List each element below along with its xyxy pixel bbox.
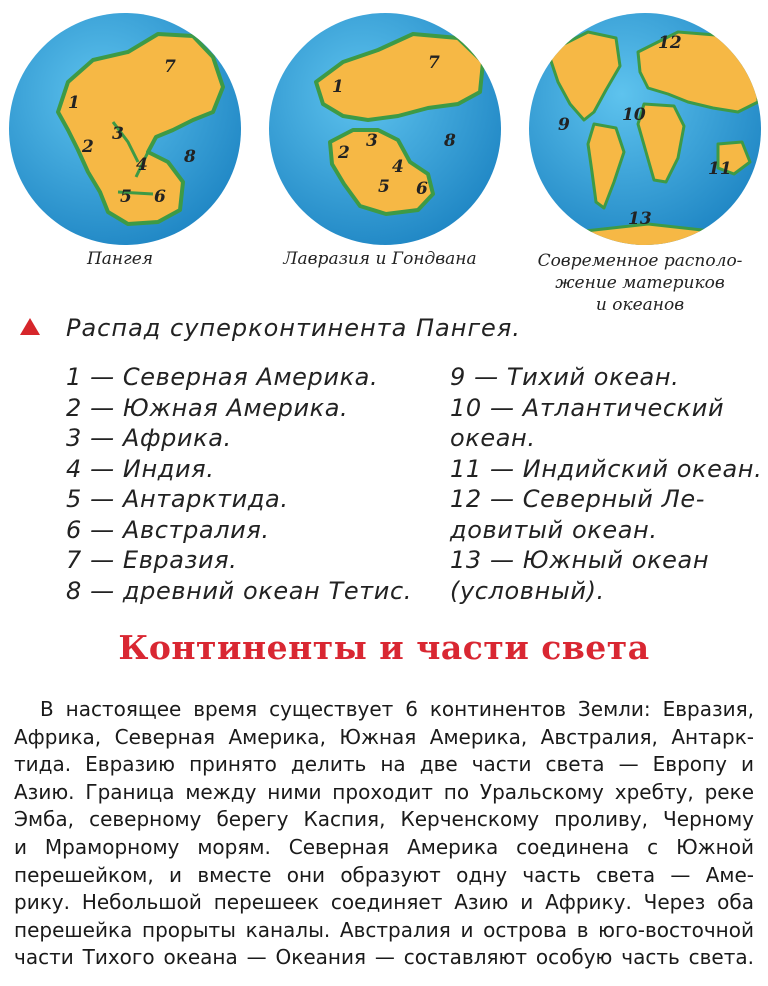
globe-label: 13 (628, 209, 652, 229)
globe-label: 5 (378, 177, 390, 197)
paragraph-line: В настоящее время существует 6 континентов Земли: Евразия, (40, 697, 754, 721)
legend-item: 2 — Южная Америка. (66, 393, 349, 422)
globe-label: 2 (82, 137, 94, 157)
paragraph-line: рику. Небольшой перешеек соединяет Азию и Африку. Через оба (14, 890, 754, 915)
legend-title-text: Распад суперконтинента Пангея. (66, 314, 521, 342)
globe-label: 2 (338, 143, 350, 163)
paragraph-line: перешейком, и вместе они образуют одну часть света — Аме- (14, 862, 754, 887)
legend-item: 12 — Северный Ле- (450, 485, 706, 513)
body-paragraph (14, 696, 754, 972)
globe-label: 8 (184, 147, 196, 167)
legend-item: 13 — Южный океан (450, 546, 710, 574)
legend-item: 3 — Африка. (66, 424, 232, 452)
laurasia-gondwana-globe (268, 12, 502, 246)
globe-label: 11 (708, 159, 732, 179)
legend-right-column (450, 362, 763, 606)
red-triangle-icon (20, 318, 40, 335)
globe-label: 3 (366, 131, 378, 151)
globe-label: 5 (120, 187, 132, 207)
globe-label: 1 (332, 77, 344, 97)
globe-label: 6 (154, 187, 166, 207)
laurasia-gondwana-caption: Лавразия и Гондвана (283, 249, 477, 269)
globe-label: 6 (416, 179, 428, 199)
legend-item: 10 — Атлантический (450, 393, 725, 422)
modern-globe (528, 12, 762, 246)
modern-caption (520, 250, 760, 316)
globe-label: 8 (444, 131, 456, 151)
caption-line: Современное располо- (537, 251, 743, 271)
globe-label: 1 (68, 93, 80, 113)
globe-label: 4 (136, 155, 148, 175)
paragraph-line: и Мраморному морям. Северная Америка соединена с Южной (14, 834, 754, 859)
legend-item: 8 — древний океан Тетис. (66, 576, 412, 605)
legend-item: 4 — Индия. (66, 454, 215, 483)
pangea-globe (8, 12, 242, 246)
globe-label: 7 (164, 57, 176, 77)
legend-left-column (66, 362, 426, 606)
globe-label: 4 (392, 157, 404, 177)
legend-item: 11 — Индийский океан. (450, 454, 763, 483)
paragraph-line: части Тихого океана — Океания — составляют особую часть света. (14, 945, 754, 970)
legend-item: 1 — Северная Америка. (66, 363, 379, 391)
globe-label: 9 (558, 115, 570, 135)
globe-label: 12 (658, 33, 682, 53)
legend-item: (условный). (450, 576, 605, 605)
globe-label: 10 (622, 105, 646, 125)
paragraph-line: перешейка прорыты каналы. Австралия и острова в юго-восточной (14, 917, 754, 942)
pangea-caption: Пангея (86, 249, 154, 269)
legend-item: 9 — Тихий океан. (450, 363, 680, 391)
legend-item: океан. (450, 424, 536, 452)
section-title: Континенты и части света (118, 628, 650, 667)
paragraph-line: Азию. Граница между ними проходит по Уральскому хребту, реке (14, 779, 754, 804)
paragraph-line: Эмба, северному берегу Каспия, Керченскому проливу, Черному (14, 807, 754, 832)
paragraph-line: тида. Евразию принято делить на две части света — Европу и (14, 752, 754, 777)
legend-item: 6 — Австралия. (66, 515, 270, 544)
globe-label: 7 (428, 53, 440, 73)
paragraph-line: Африка, Северная Америка, Южная Америка, Австралия, Антарк- (14, 724, 754, 749)
legend-item: 7 — Евразия. (66, 546, 238, 574)
legend-item: довитый океан. (450, 515, 658, 544)
caption-line: и океанов (595, 295, 685, 315)
legend-item: 5 — Антарктида. (66, 485, 289, 513)
legend-title (14, 314, 754, 344)
caption-line: жение материков (555, 273, 725, 293)
globe-label: 3 (112, 124, 124, 144)
